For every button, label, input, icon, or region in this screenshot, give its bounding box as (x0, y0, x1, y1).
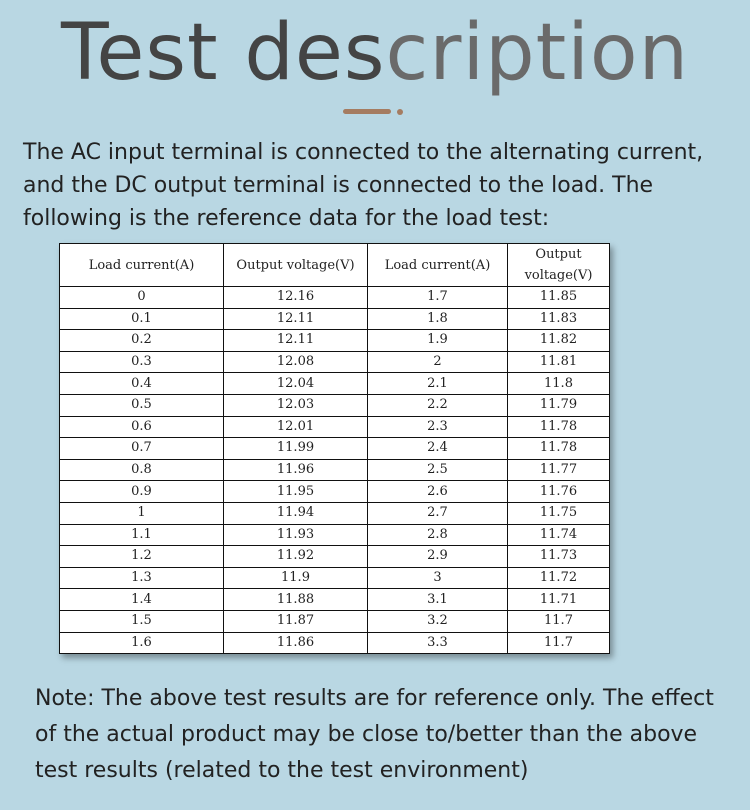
table-row (60, 459, 610, 481)
table-cell: 2.3 (368, 416, 508, 438)
table-cell: 0.4 (60, 373, 224, 395)
table-cell: 12.11 (224, 308, 368, 330)
table-cell: 1.2 (60, 546, 224, 568)
table-cell: 12.11 (224, 330, 368, 352)
table-cell: 0.3 (60, 351, 224, 373)
table-cell: 1.5 (60, 610, 224, 632)
table-cell: 3.3 (368, 632, 508, 654)
table-cell: 2.7 (368, 502, 508, 524)
table-cell: 1.3 (60, 567, 224, 589)
table-row (60, 394, 610, 416)
title-divider-ornament (343, 109, 405, 115)
table-cell: 11.92 (224, 546, 368, 568)
table-cell: 11.96 (224, 459, 368, 481)
table-row (60, 416, 610, 438)
table-cell: 0.2 (60, 330, 224, 352)
table-cell: 0.9 (60, 481, 224, 503)
table-row (60, 567, 610, 589)
table-row (60, 502, 610, 524)
table-cell: 1.4 (60, 589, 224, 611)
intro-paragraph: The AC input terminal is connected to the alternating current, and the DC output terminal is connected to the load. The following is the reference data for the load test: (23, 140, 704, 231)
table-cell: 0 (60, 287, 224, 309)
table-row (60, 524, 610, 546)
table-cell: 0.6 (60, 416, 224, 438)
table-cell: 11.7 (508, 610, 610, 632)
table-cell: 11.86 (224, 632, 368, 654)
table-cell: 11.87 (224, 610, 368, 632)
table-cell: 11.8 (508, 373, 610, 395)
table-row (60, 481, 610, 503)
table-cell: 1 (60, 502, 224, 524)
divider-dot (397, 109, 403, 115)
table-cell: 1.1 (60, 524, 224, 546)
table-row (60, 330, 610, 352)
table-cell: 1.6 (60, 632, 224, 654)
table-cell: 11.77 (508, 459, 610, 481)
table-cell: 11.79 (508, 394, 610, 416)
table-cell: 12.03 (224, 394, 368, 416)
table-cell: 11.82 (508, 330, 610, 352)
table-row (60, 308, 610, 330)
table-row (60, 610, 610, 632)
page-title-part1: Test des (60, 8, 386, 98)
header-load-current-2: Load current(A) (368, 244, 508, 287)
table-cell: 11.81 (508, 351, 610, 373)
divider-bar (343, 109, 391, 114)
table-cell: 0.5 (60, 394, 224, 416)
table-cell: 11.94 (224, 502, 368, 524)
table-row (60, 373, 610, 395)
table-cell: 2.6 (368, 481, 508, 503)
table-cell: 11.85 (508, 287, 610, 309)
page-title (0, 8, 750, 98)
table-row (60, 351, 610, 373)
load-test-table-container (59, 243, 610, 654)
table-cell: 11.75 (508, 502, 610, 524)
table-cell: 2.9 (368, 546, 508, 568)
table-cell: 11.88 (224, 589, 368, 611)
table-cell: 11.71 (508, 589, 610, 611)
table-cell: 3 (368, 567, 508, 589)
table-cell: 11.99 (224, 438, 368, 460)
table-cell: 2.2 (368, 394, 508, 416)
note-paragraph: Note: The above test results are for reference only. The effect of the actual product may be close to/better than the above test results (related to the test environment) (35, 686, 714, 783)
table-cell: 11.76 (508, 481, 610, 503)
table-cell: 2.8 (368, 524, 508, 546)
table-cell: 11.78 (508, 438, 610, 460)
table-cell: 2.5 (368, 459, 508, 481)
table-cell: 11.7 (508, 632, 610, 654)
table-cell: 11.74 (508, 524, 610, 546)
table-cell: 1.8 (368, 308, 508, 330)
page-title-part2: cription (385, 8, 690, 98)
header-output-voltage-2: Output voltage(V) (508, 244, 610, 287)
table-cell: 2.4 (368, 438, 508, 460)
table-cell: 11.78 (508, 416, 610, 438)
table-cell: 1.9 (368, 330, 508, 352)
load-test-table (59, 243, 610, 654)
table-header-row (60, 244, 610, 287)
table-cell: 0.8 (60, 459, 224, 481)
table-cell: 12.01 (224, 416, 368, 438)
table-cell: 11.93 (224, 524, 368, 546)
table-cell: 12.08 (224, 351, 368, 373)
table-cell: 0.1 (60, 308, 224, 330)
table-body (60, 287, 610, 654)
table-cell: 12.16 (224, 287, 368, 309)
table-row (60, 287, 610, 309)
table-cell: 1.7 (368, 287, 508, 309)
table-cell: 11.83 (508, 308, 610, 330)
table-cell: 2.1 (368, 373, 508, 395)
table-row (60, 589, 610, 611)
table-cell: 3.2 (368, 610, 508, 632)
table-cell: 0.7 (60, 438, 224, 460)
table-cell: 11.95 (224, 481, 368, 503)
table-row (60, 632, 610, 654)
table-cell: 3.1 (368, 589, 508, 611)
table-row (60, 438, 610, 460)
table-cell: 2 (368, 351, 508, 373)
table-row (60, 546, 610, 568)
table-cell: 11.73 (508, 546, 610, 568)
header-output-voltage-1: Output voltage(V) (224, 244, 368, 287)
header-load-current-1: Load current(A) (60, 244, 224, 287)
table-cell: 11.9 (224, 567, 368, 589)
table-cell: 12.04 (224, 373, 368, 395)
table-cell: 11.72 (508, 567, 610, 589)
